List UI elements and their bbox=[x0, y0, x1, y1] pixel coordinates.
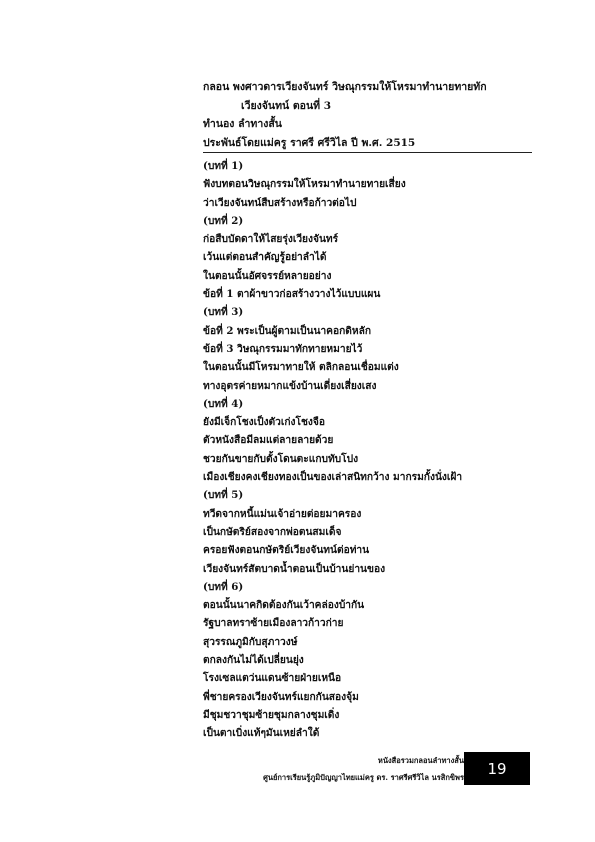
poem-line: ทวีดจากหนี้แม่นเจ้าอ่ายต่อยมาครอง bbox=[203, 507, 362, 520]
stanza-heading: (บทที่ 5) bbox=[203, 489, 244, 502]
footer-book-title: หนังสือรวมกลอนลำทางสั้น bbox=[377, 756, 464, 765]
stanza-heading: (บทที่ 3) bbox=[203, 306, 244, 319]
poem-line: เวียงจันทร์สัตบาดน้ำตอนเป็นบ้านย่านของ bbox=[203, 562, 386, 575]
stanza-heading: (บทที่ 6) bbox=[203, 580, 244, 593]
poem-title-continuation: เวียงจันทน์ ตอนที่ 3 bbox=[241, 99, 332, 112]
poem-line: ข้อที่ 1 ตาผ้าขาวก่อสร้างวางไว้แบบแผน bbox=[203, 288, 381, 301]
page-number-box bbox=[464, 752, 530, 785]
poem-line: เมืองเชียงคงเชียงทองเป็นของเล่าสนิทกว้าง มากรมกั้งนั่งเฝ้า bbox=[203, 471, 463, 484]
poem-line: ทางอุตรค่ายหมากแข้งบ้านเดี่ยงเสี่ยงเสง bbox=[203, 379, 377, 392]
poem-line: ฟังบทตอนวิษณุกรรมให้โหรมาทำนายทายเสี่ยง bbox=[203, 178, 406, 191]
poem-line: ยังมีเจ็กโชงเป็งตัวเก่งโชงจือ bbox=[203, 416, 325, 429]
poem-line: ตัวหนังสือมีลมแต่ลายลายด้วย bbox=[203, 434, 334, 447]
poem-line: ชวยกันขายกับตั้งโดนตะแกบทับโปง bbox=[203, 452, 359, 465]
poem-header bbox=[203, 78, 533, 152]
poem-line: ตอนนั้นนาคกิดต้องกันเว้าคล่องบ้ากัน bbox=[203, 599, 365, 612]
stanza-heading: (บทที่ 1) bbox=[203, 160, 244, 172]
footer-center-name: ศูนย์การเรียนรู้ภูมิปัญญาไทยแม่ครู ดร. ราศรีศรีวิไล นรสิกขิพร bbox=[263, 773, 464, 782]
stanza-heading: (บทที่ 2) bbox=[203, 214, 244, 227]
page-footer bbox=[230, 752, 464, 786]
poem-title-line: กลอน พงศาวดารเวียงจันทร์ วิษณุกรรมให้โหรมาทำนายทายทัก bbox=[203, 81, 487, 93]
poem-line: เว้นแต่ตอนสำคัญรู้อย่าลำได้ bbox=[203, 251, 327, 264]
poem-line: สุวรรณภูมิกับสุภาวงษ์ bbox=[203, 635, 298, 648]
stanza-heading: (บทที่ 4) bbox=[203, 397, 244, 410]
poem-line: ครอยฟังตอนกษัตริย์เวียงจันทน์ต่อท่าน bbox=[203, 544, 370, 557]
poem-line: ข้อที่ 2 พระเป็นผู้ตามเป็นนาคอกดิหลัก bbox=[203, 324, 372, 337]
author-line: ประพันธ์โดยแม่ครู ราศรี ศรีวิไล ปี พ.ศ. 2515 bbox=[203, 136, 416, 149]
header-divider bbox=[203, 152, 532, 153]
poem-line: พี่ชายครองเวียงจันทร์แยกกันสองจุ้ม bbox=[203, 690, 359, 703]
poem-line: ว่าเวียงจันทน์สืบสร้างหรือก้าวต่อไป bbox=[203, 196, 357, 209]
melody-line: ทำนอง ลำทางสั้น bbox=[203, 118, 282, 130]
poem-line: ในตอนนั้นมีโหรมาทายให้ ตลิกลอนเชื่อมแต่ง bbox=[203, 361, 399, 374]
page-number: 19 bbox=[487, 759, 507, 778]
poem-line: เป็นกษัตริย์สองจากพ่อตนสมเด็จ bbox=[203, 525, 342, 538]
poem-line: ข้อที่ 3 วิษณุกรรมมาทักทายหมายไว้ bbox=[203, 342, 363, 355]
poem-line: ในตอนนั้นอัศจรรย์หลายอย่าง bbox=[203, 269, 332, 282]
poem-line: เป็นตาเบิ่งแท้ๆมันเหย่ลำใด้ bbox=[203, 727, 320, 740]
poem-line: ก่อสืบบัดดาให้ไสยรุ่งเวียงจันทร์ bbox=[203, 233, 339, 246]
poem-line: ตกลงกันไม่ได้เปลี่ยนยุ่ง bbox=[203, 654, 304, 667]
poem-body bbox=[203, 157, 533, 743]
poem-line: รัฐบาลทราซ้ายเมืองลาวก้าวก่าย bbox=[203, 617, 344, 630]
poem-line: โรงเซลแตว่นแดนซ้ายฝ่ายเหนือ bbox=[203, 672, 342, 685]
poem-line: มีชุมชวาชุมซ้ายชุมกลางชุมเดิ่ง bbox=[203, 708, 340, 721]
